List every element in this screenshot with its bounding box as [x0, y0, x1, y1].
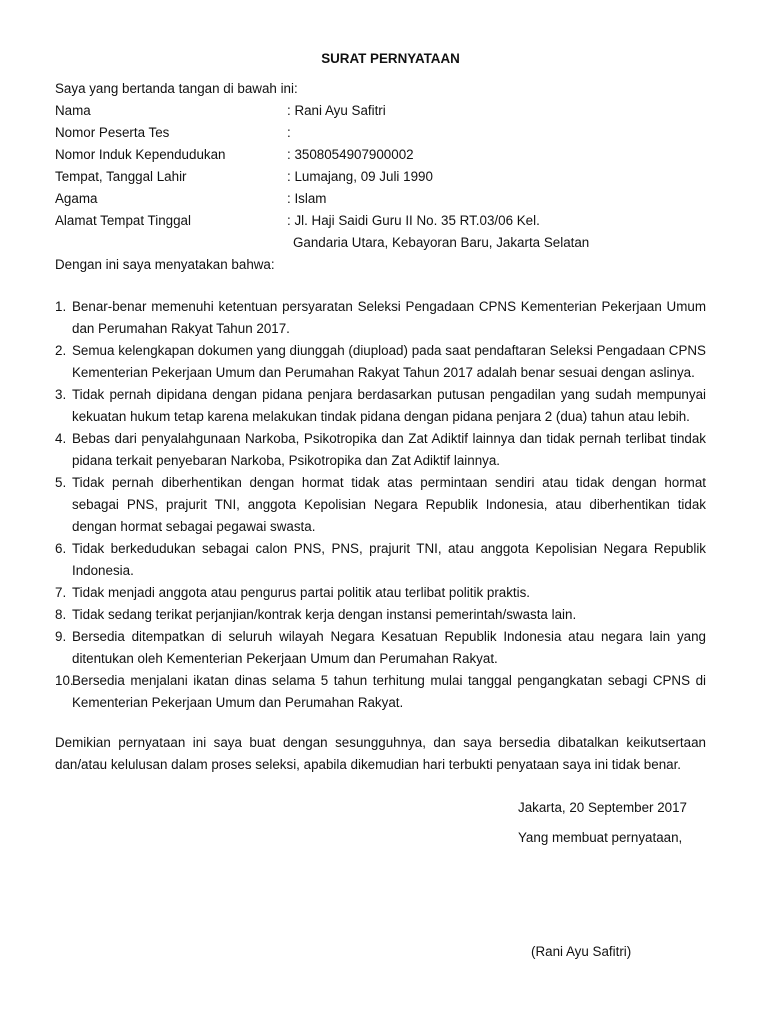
document-title: SURAT PERNYATAAN [321, 51, 460, 66]
list-item [55, 428, 706, 472]
list-item [55, 340, 706, 384]
statement-intro: Dengan ini saya menyatakan bahwa: [55, 257, 275, 272]
list-item [55, 670, 706, 714]
item-text: Tidak sedang terikat perjanjian/kontrak kerja dengan instansi pemerintah/swasta lain. [72, 607, 577, 622]
field-label: Nomor Peserta Tes [55, 125, 170, 140]
signature-name: (Rani Ayu Safitri) [531, 944, 632, 959]
field-label: Nama [55, 103, 91, 118]
field-label: Agama [55, 191, 98, 206]
list-item [55, 604, 706, 626]
identity-fields [55, 100, 706, 254]
field-value: : [287, 125, 291, 140]
statement-list [55, 296, 706, 714]
field-label: Tempat, Tanggal Lahir [55, 169, 187, 184]
list-item [55, 582, 706, 604]
field-nomor-peserta [55, 122, 706, 144]
item-number: 10. [55, 673, 74, 688]
signature-role: Yang membuat pernyataan, [518, 830, 683, 845]
item-number: 4. [55, 431, 67, 446]
list-item [55, 626, 706, 670]
item-number: 6. [55, 541, 67, 556]
intro-text: Saya yang bertanda tangan di bawah ini: [55, 81, 298, 96]
field-agama [55, 188, 706, 210]
field-label: Alamat Tempat Tinggal [55, 213, 191, 228]
item-text: Bebas dari penyalahgunaan Narkoba, Psikotropika dan Zat Adiktif lainnya dan tidak pernah terlibat tindak pidana terkait penyebaran Narkoba, Psikotropika dan Zat Adiktif lainnya. [72, 431, 706, 468]
item-text: Tidak pernah diberhentikan dengan hormat tidak atas permintaan sendiri atau tidak dengan hormat sebagai PNS, prajurit TNI, anggota Kepolisian Negara Republik Indonesia, atau diberhentikan tidak dengan hormat sebagai pegawai swasta. [72, 475, 706, 534]
field-nama [55, 100, 706, 122]
item-text: Semua kelengkapan dokumen yang diunggah (diupload) pada saat pendaftaran Seleksi Pengadaan CPNS Kementerian Pekerjaan Umum dan Perumahan Rakyat Tahun 2017 adalah benar sesuai dengan aslinya. [72, 343, 706, 380]
field-value: : Lumajang, 09 Juli 1990 [287, 169, 433, 184]
field-value-continuation: Gandaria Utara, Kebayoran Baru, Jakarta Selatan [293, 235, 590, 250]
list-item [55, 538, 706, 582]
item-text: Tidak berkedudukan sebagai calon PNS, PNS, prajurit TNI, atau anggota Kepolisian Negara Republik Indonesia. [72, 541, 706, 578]
item-text: Bersedia menjalani ikatan dinas selama 5 tahun terhitung mulai tanggal pengangkatan sebagi CPNS di Kementerian Pekerjaan Umum dan Perumahan Rakyat. [72, 673, 706, 710]
item-text: Benar-benar memenuhi ketentuan persyaratan Seleksi Pengadaan CPNS Kementerian Pekerjaan Umum dan Perumahan Rakyat Tahun 2017. [72, 299, 706, 336]
field-label: Nomor Induk Kependudukan [55, 147, 226, 162]
field-value-wrap [287, 210, 706, 254]
list-item [55, 296, 706, 340]
signature-place-date: Jakarta, 20 September 2017 [518, 800, 687, 815]
list-item [55, 384, 706, 428]
item-text: Tidak pernah dipidana dengan pidana penjara berdasarkan putusan pengadilan yang sudah mempunyai kekuatan hukum tetap karena melakukan tindak pidana dengan pidana penjara 2 (dua) tahun atau lebih. [72, 387, 706, 424]
item-number: 7. [55, 585, 67, 600]
field-value: : Islam [287, 191, 327, 206]
item-text: Tidak menjadi anggota atau pengurus partai politik atau terlibat politik praktis. [72, 585, 531, 600]
field-value: : Jl. Haji Saidi Guru II No. 35 RT.03/06 Kel. [287, 213, 540, 228]
closing-paragraph: Demikian pernyataan ini saya buat dengan sesungguhnya, dan saya bersedia dibatalkan keikutsertaan dan/atau kelulusan dalam proses seleksi, apabila dikemudian hari terbukti penyataan saya ini tidak benar. [55, 735, 706, 772]
item-number: 3. [55, 387, 67, 402]
item-number: 2. [55, 343, 67, 358]
item-number: 8. [55, 607, 67, 622]
field-ttl [55, 166, 706, 188]
field-nik [55, 144, 706, 166]
item-number: 1. [55, 299, 67, 314]
field-value: : 3508054907900002 [287, 147, 414, 162]
list-item [55, 472, 706, 538]
field-value: : Rani Ayu Safitri [287, 103, 386, 118]
field-alamat [55, 210, 706, 254]
item-text: Bersedia ditempatkan di seluruh wilayah Negara Kesatuan Republik Indonesia atau negara lain yang ditentukan oleh Kementerian Pekerjaan Umum dan Perumahan Rakyat. [72, 629, 706, 666]
item-number: 9. [55, 629, 67, 644]
item-number: 5. [55, 475, 67, 490]
